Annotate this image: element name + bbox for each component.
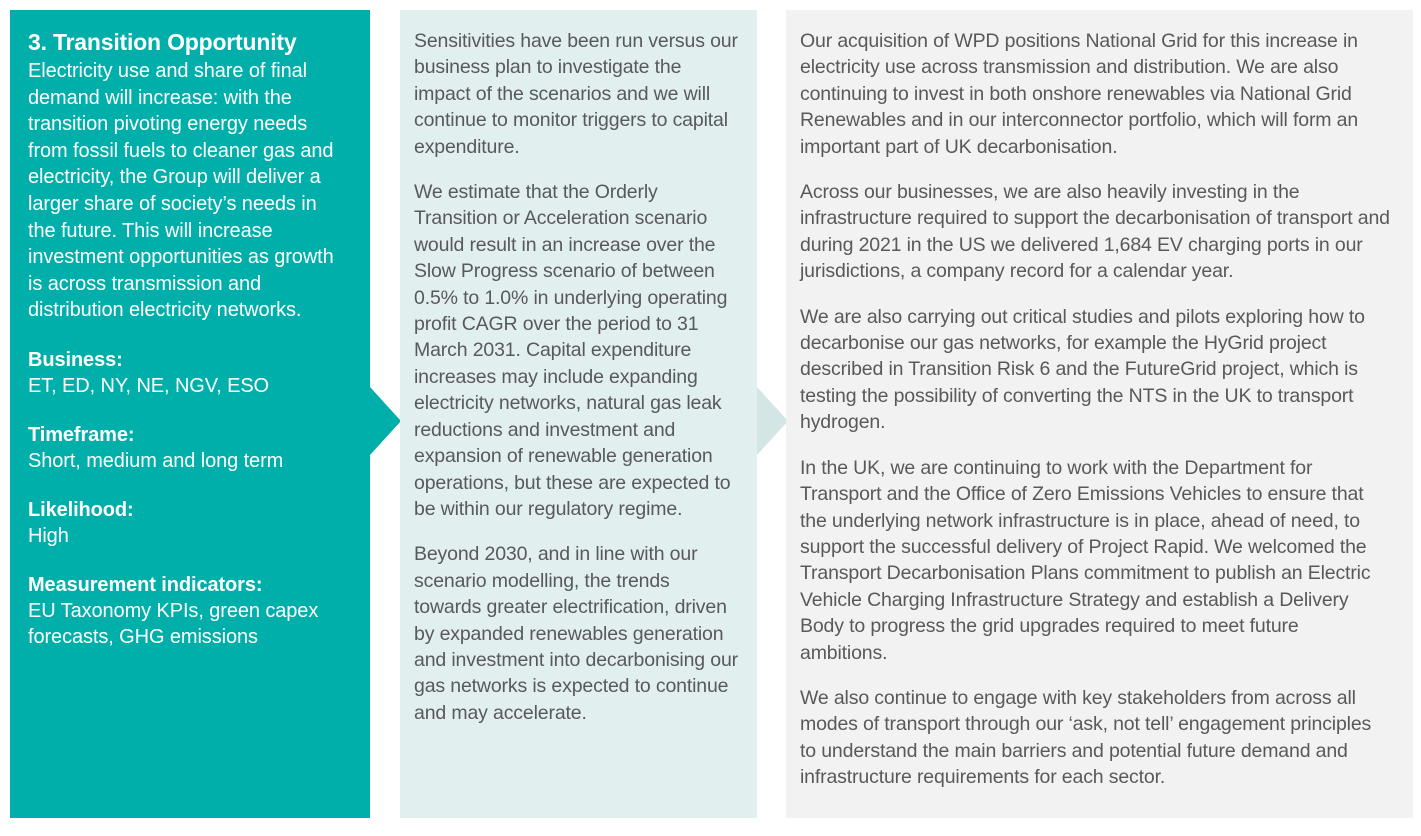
- meta-timeframe-label: Timeframe:: [28, 423, 135, 446]
- meta-likelihood-label: Likelihood:: [28, 498, 134, 521]
- meta-timeframe: [28, 422, 348, 474]
- opportunity-description: Electricity use and share of final demand will increase: with the transition pivoting energy needs from fossil fuels to cleaner gas and electricity, the Group will deliver a larger share of society’s needs in the future. This will increase investment opportunities as growth is across transmission and distribution electricity networks.: [28, 60, 334, 322]
- actions-paragraph: In the UK, we are continuing to work with the Department for Transport and the Office of Zero Emissions Vehicles to ensure that the underlying network infrastructure is in place, ahead of need, to support the successful delivery of Project Rapid. We welcomed the Transport Decarbonisation Plans commitment to publish an Electric Vehicle Charging Infrastructure Strategy and establish a Delivery Body to progress the grid upgrades required to meet future ambitions.: [800, 456, 1371, 664]
- meta-likelihood: [28, 497, 348, 549]
- actions-paragraph: Across our businesses, we are also heavily investing in the infrastructure required to support the decarbonisation of transport and during 2021 in the US we delivered 1,684 EV charging ports in our jurisdictions, a company record for a calendar year.: [800, 181, 1390, 283]
- actions-paragraph: We also continue to engage with key stakeholders from across all modes of transport through our ‘ask, not tell’ engagement principles to understand the main barriers and potential future demand and infrastructure requirements for each sector.: [800, 686, 1372, 789]
- meta-measurement-indicators: [28, 572, 348, 650]
- arrow-right-icon-response-to-actions: [757, 387, 788, 455]
- meta-business: [28, 347, 348, 399]
- actions-paragraph: Our acquisition of WPD positions National Grid for this increase in electricity use across transmission and distribution. We are also continuing to invest in both onshore renewables via National Grid Renewables and in our interconnector portfolio, which will form an important part of UK decarbonisation.: [800, 30, 1359, 158]
- response-paragraph: Sensitivities have been run versus our business plan to investigate the impact of the scenarios and we will continue to monitor triggers to capital expenditure.: [414, 30, 738, 158]
- meta-timeframe-value: Short, medium and long term: [28, 449, 284, 472]
- opportunity-panel: [10, 10, 370, 818]
- response-paragraph: We estimate that the Orderly Transition or Acceleration scenario would result in an increase over the Slow Progress scenario of between 0.5% to 1.0% in underlying operating profit CAGR over the period to 31 March 2031. Capital expenditure increases may include expanding electricity networks, natural gas leak reductions and investment and expansion of renewable generation operations, but these are expected to be within our regulatory regime.: [414, 181, 731, 520]
- actions-paragraph: We are also carrying out critical studies and pilots exploring how to decarbonise our gas networks, for example the HyGrid project described in Transition Risk 6 and the FutureGrid project, which is testing the possibility of converting the NTS in the UK to transport hydrogen.: [800, 305, 1365, 434]
- response-paragraph: Beyond 2030, and in line with our scenario modelling, the trends towards greater electrification, driven by expanded renewables generation and investment into decarbonising our gas networks is expected to continue and may accelerate.: [414, 543, 738, 724]
- arrow-right-icon-opportunity-to-response: [370, 387, 401, 455]
- meta-measurement-indicators-label: Measurement indicators:: [28, 573, 263, 596]
- meta-business-value: ET, ED, NY, NE, NGV, ESO: [28, 374, 270, 397]
- actions-panel: [786, 10, 1413, 818]
- page-title: 3. Transition Opportunity: [28, 29, 297, 55]
- meta-likelihood-value: High: [28, 524, 69, 547]
- meta-business-label: Business:: [28, 348, 123, 371]
- meta-measurement-indicators-value: EU Taxonomy KPIs, green capex forecasts, GHG emissions: [28, 599, 319, 648]
- response-panel: [400, 10, 757, 818]
